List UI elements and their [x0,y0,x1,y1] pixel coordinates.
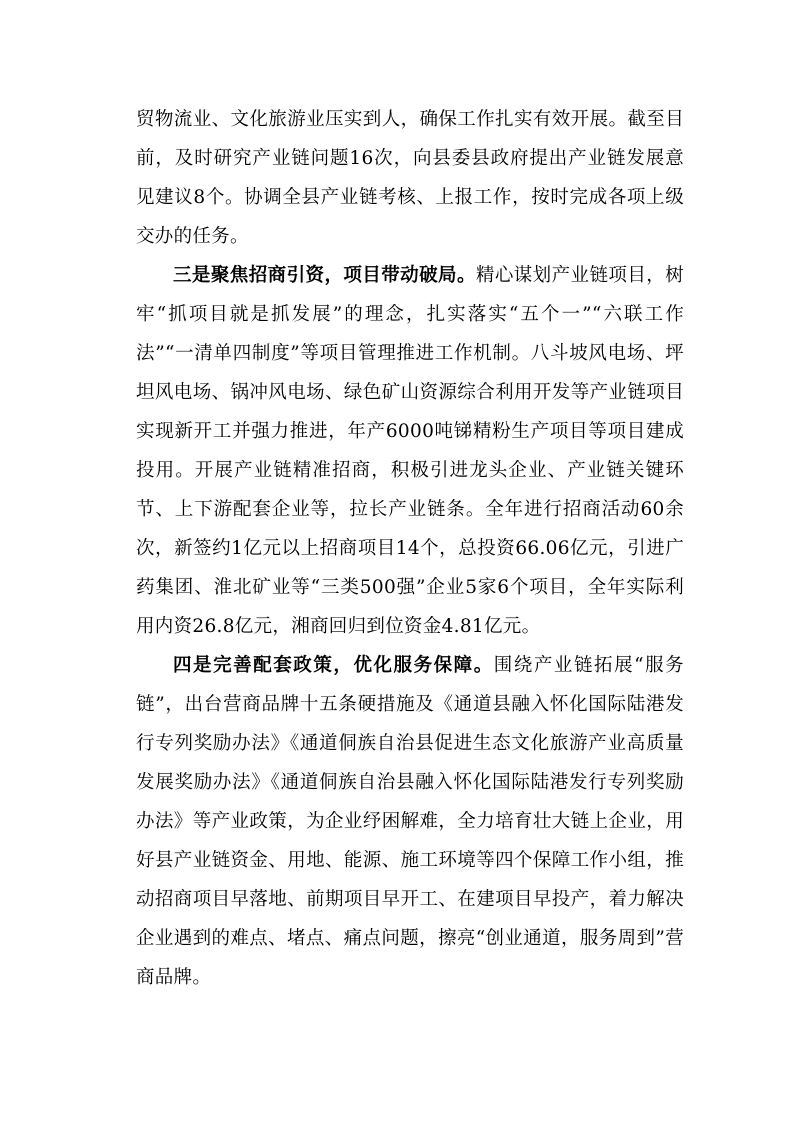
paragraph-text: 精心谋划产业链项目，树牢“抓项目就是抓发展”的理念，扎实落实“五个一”“六联工作法”“一清单四制度”等项目管理推进工作机制。八斗坡风电场、坪坦风电场、锅冲风电场、绿色矿山资源综合利用开发等产业链项目实现新开工并强力推进，年产6000吨锑精粉生产项目等项目建成投用。开展产业链精准招商，积极引进龙头企业、产业链关键环节、上下游配套企业等，拉长产业链条。全年进行招商活动60余次，新签约1亿元以上招商项目14个，总投资66.06亿元，引进广药集团、淮北矿业等“三类500强”企业5家6个项目，全年实际利用内资26.8亿元，湘商回归到位资金4.81亿元。 [136,265,684,637]
document-body [136,100,684,997]
paragraph-lead: 四是完善配套政策，优化服务保障。 [173,655,494,676]
paragraph-investment [136,256,684,646]
paragraph-continuation [136,100,684,256]
paragraph-policy [136,646,684,997]
paragraph-text: 围绕产业链拓展“服务链”，出台营商品牌十五条硬措施及《通道县融入怀化国际陆港发行专列奖励办法》《通道侗族自治县促进生态文化旅游产业高质量发展奖励办法》《通道侗族自治县融入怀化国际陆港发行专列奖励办法》等产业政策，为企业纾困解难，全力培育壮大链上企业，用好县产业链资金、用地、能源、施工环境等四个保障工作小组，推动招商项目早落地、前期项目早开工、在建项目早投产，着力解决企业遇到的难点、堵点、痛点问题，擦亮“创业通道，服务周到”营商品牌。 [136,655,684,988]
paragraph-lead: 三是聚焦招商引资，项目带动破局。 [173,265,476,286]
paragraph-text: 贸物流业、文化旅游业压实到人，确保工作扎实有效开展。截至目前，及时研究产业链问题16次，向县委县政府提出产业链发展意见建议8个。协调全县产业链考核、上报工作，按时完成各项上级交办的任务。 [136,109,684,247]
